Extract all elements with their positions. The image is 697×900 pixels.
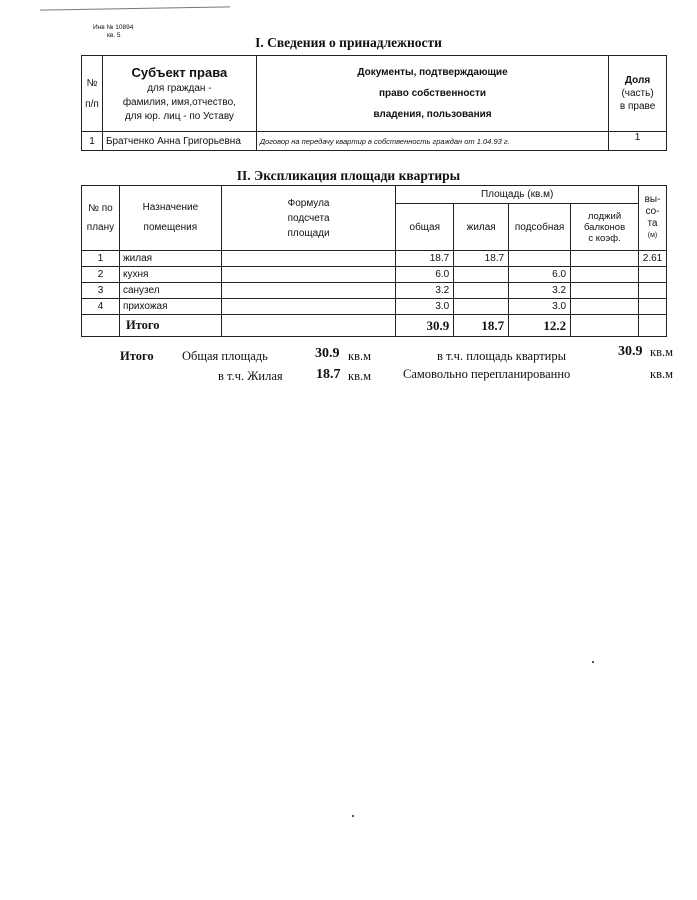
room-formula [221,283,396,299]
room-height [638,267,666,283]
summary-redevelopment-label: Самовольно перепланированно [403,367,571,381]
room-living [454,299,509,315]
scan-speck [592,661,594,663]
room-total: 3.0 [396,299,454,315]
ownership-num: 1 [82,132,103,151]
ownership-document: Договор на передачу квартир в собственность граждан от 1.04.93 г. [256,132,608,151]
summary-total-area-label: Общая площадь [182,349,268,363]
ownership-row [82,132,667,151]
scan-speck [352,815,354,817]
room-formula [221,299,396,315]
room-purpose: кухня [119,267,221,283]
room-balcony [571,299,639,315]
room-purpose: жилая [119,251,221,267]
room-total: 6.0 [396,267,454,283]
room-purpose: прихожая [119,299,221,315]
summary-living-unit: кв.м [348,369,372,383]
summary-living-value: 18.7 [316,367,341,382]
ownership-table [81,55,667,151]
table-row [82,299,667,315]
totals-row [82,315,667,337]
area-col-purpose: Назначение помещения [119,186,221,251]
room-purpose: санузел [119,283,221,299]
ownership-share: 1 [609,132,667,151]
area-header-row-1 [82,186,667,204]
room-total: 18.7 [396,251,454,267]
apartment-number: кв. 5 [107,32,121,39]
room-total: 3.2 [396,283,454,299]
area-table [81,185,667,337]
summary-apartment-area-value: 30.9 [618,344,643,359]
table-row [82,251,667,267]
room-auxiliary: 3.2 [509,283,571,299]
ownership-header-row [82,56,667,132]
ownership-col-documents: Документы, подтверждающие право собственности владения, пользования [256,56,608,132]
area-col-living: жилая [454,204,509,251]
room-auxiliary [509,251,571,267]
area-col-balcony: лоджий балконов с коэф. [571,204,639,251]
room-balcony [571,283,639,299]
totals-total: 30.9 [396,315,454,337]
section1-title: I. Сведения о принадлежности [255,35,442,50]
room-living [454,283,509,299]
ownership-col-num: № п/п [82,56,103,132]
room-balcony [571,267,639,283]
room-height [638,283,666,299]
table-row [82,283,667,299]
room-height [638,299,666,315]
room-living [454,267,509,283]
summary-living-label: в т.ч. Жилая [218,369,283,383]
room-formula [221,251,396,267]
ownership-col-subject: Субъект права для граждан - фамилия, имя,отчество, для юр. лиц - по Уставу [102,56,256,132]
room-num: 1 [82,251,120,267]
top-scan-line [40,6,230,10]
room-auxiliary: 3.0 [509,299,571,315]
area-col-height: вы- со- та (м) [638,186,666,251]
area-col-auxiliary: подсобная [509,204,571,251]
summary-total-area-value: 30.9 [315,346,340,361]
ownership-col-share: Доля (часть) в праве [609,56,667,132]
room-formula [221,267,396,283]
summary-redevelopment-unit: кв.м [650,367,674,381]
summary-total-area-unit: кв.м [348,349,372,363]
room-num: 4 [82,299,120,315]
area-col-total: общая [396,204,454,251]
section2-title: II. Экспликация площади квартиры [236,168,461,183]
room-living: 18.7 [454,251,509,267]
area-col-group: Площадь (кв.м) [396,186,639,204]
totals-label: Итого [119,315,221,337]
area-col-formula: Формула подсчета площади [221,186,396,251]
inventory-number: Инв № 10894 [93,24,134,31]
room-balcony [571,251,639,267]
table-row [82,267,667,283]
area-col-num: № по плану [82,186,120,251]
ownership-subject: Братченко Анна Григорьевна [102,132,256,151]
room-num: 2 [82,267,120,283]
summary-apartment-area-unit: кв.м [650,345,674,359]
room-auxiliary: 6.0 [509,267,571,283]
summary-apartment-area-label: в т.ч. площадь квартиры [437,349,566,363]
room-num: 3 [82,283,120,299]
totals-living: 18.7 [454,315,509,337]
summary-label: Итого [120,349,154,363]
totals-auxiliary: 12.2 [509,315,571,337]
room-height: 2.61 [638,251,666,267]
